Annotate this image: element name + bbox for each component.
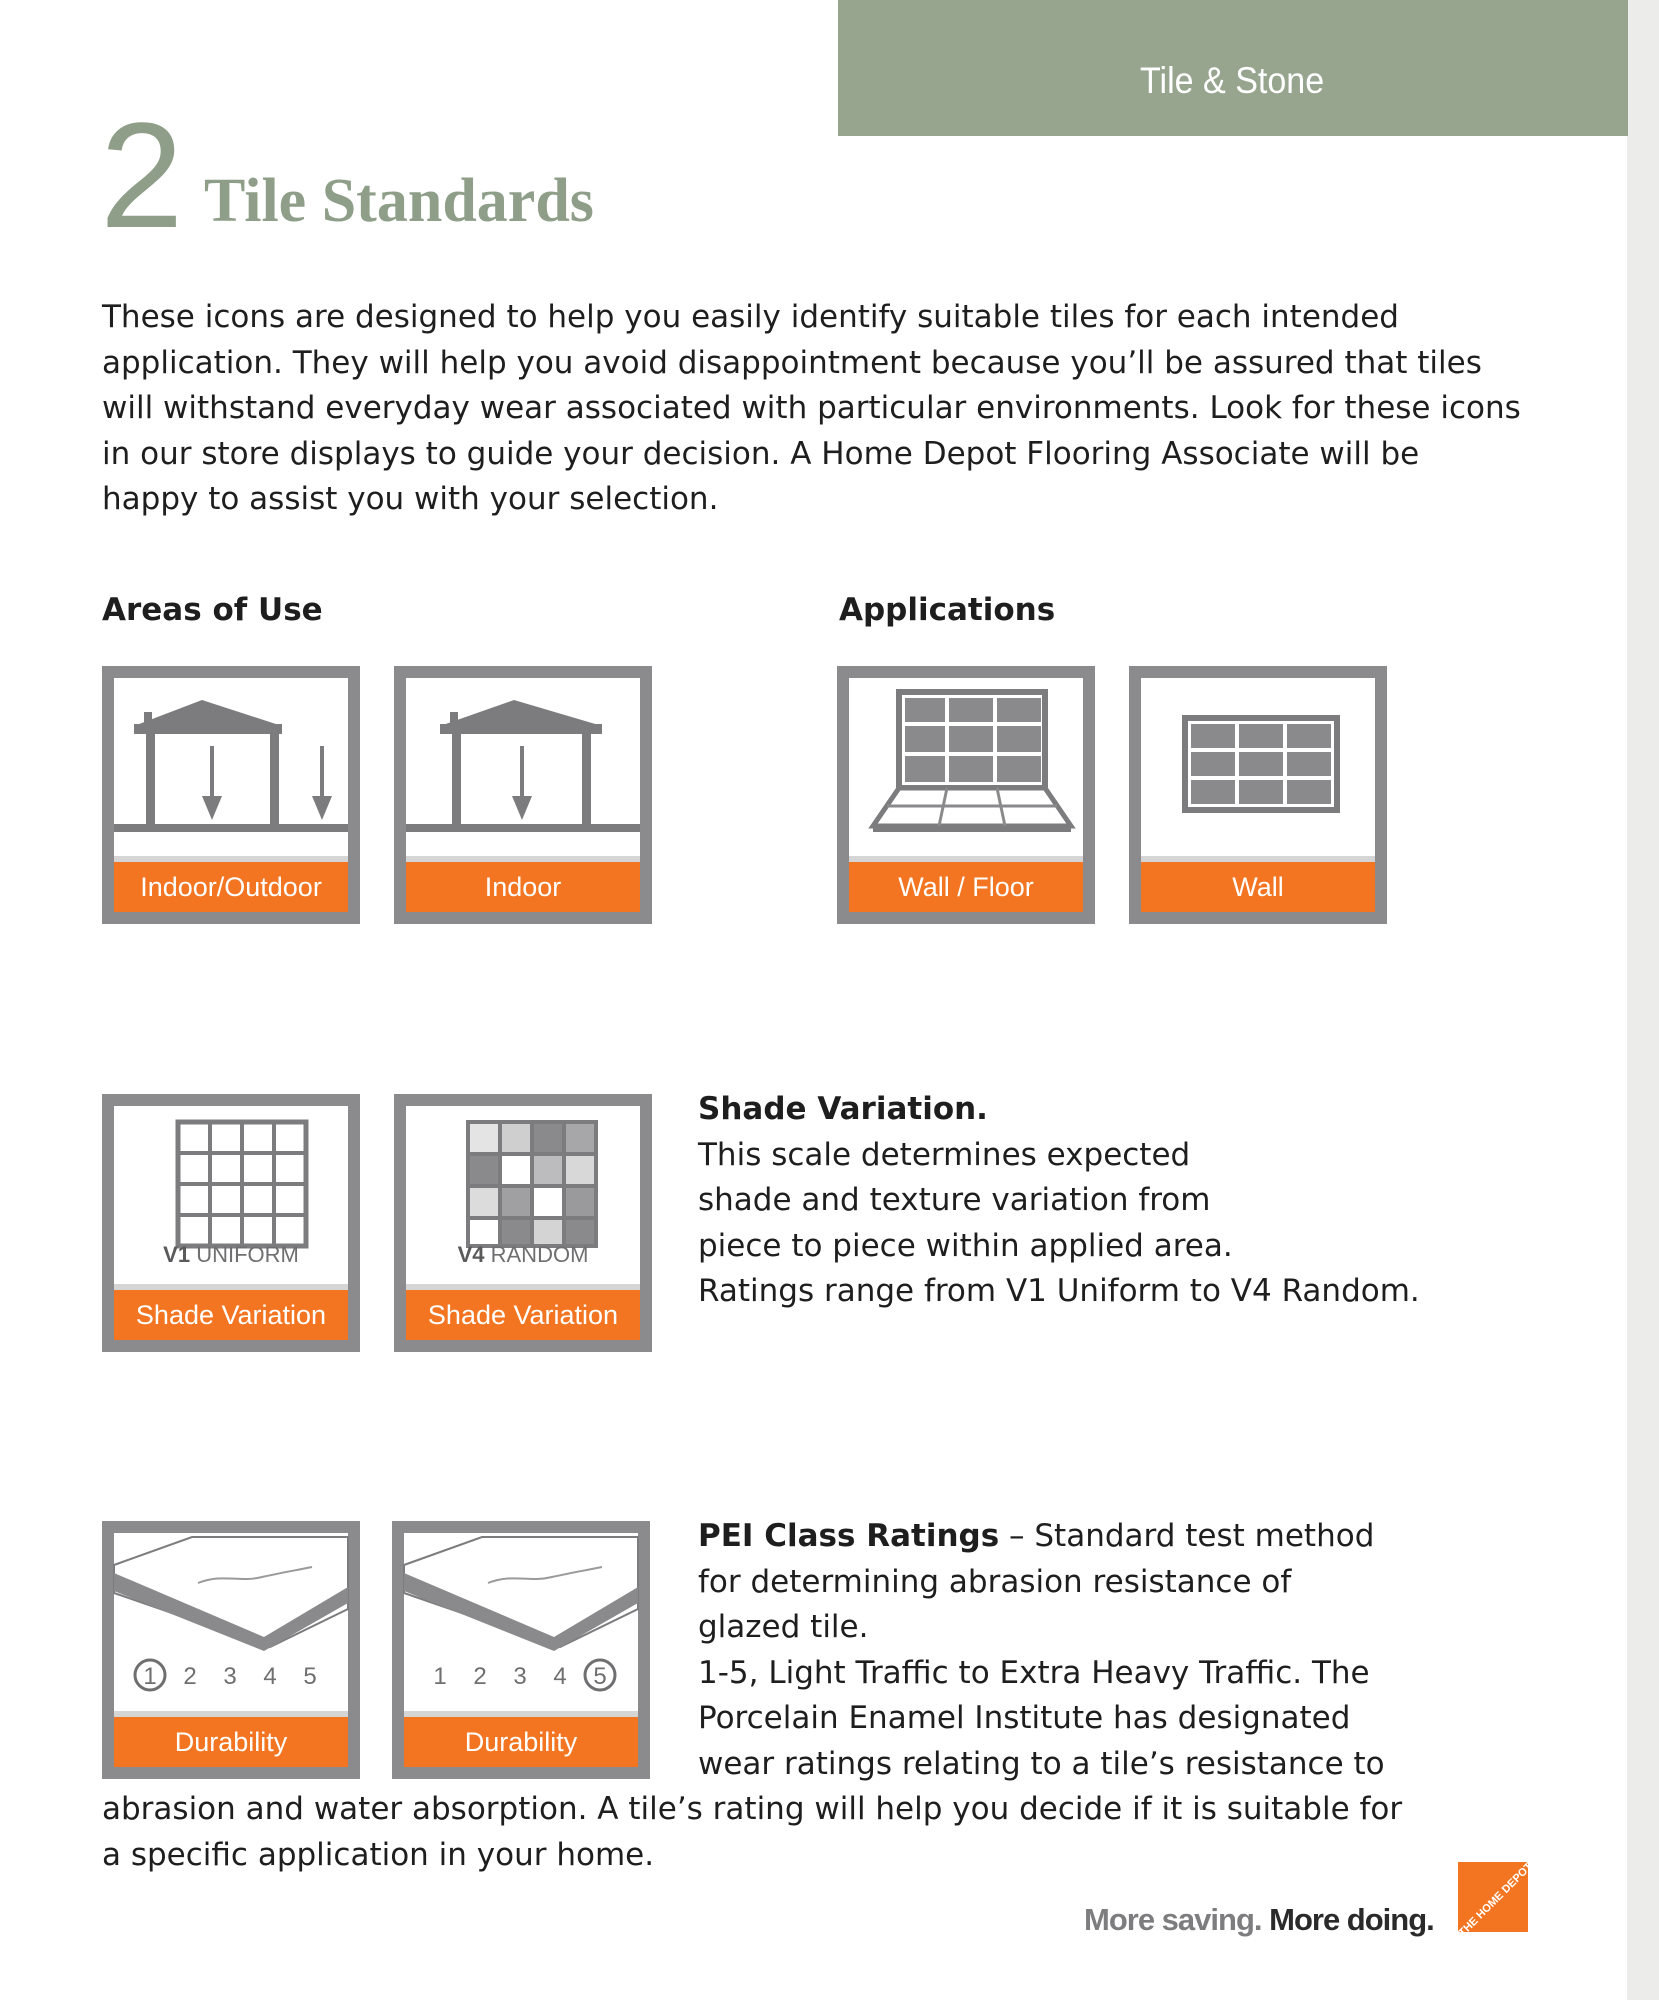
pei-tail-line: a specific application in your home. (102, 1836, 655, 1873)
shade-v1-caption (114, 1242, 348, 1268)
durability-5-scale-2: 2 (473, 1663, 487, 1690)
section-tab-label: Tile & Stone (1140, 60, 1325, 101)
indoor-label: Indoor (406, 856, 640, 912)
durability-1-card (102, 1521, 360, 1779)
areas-of-use-heading: Areas of Use (102, 592, 323, 628)
pei-line: glazed tile. (698, 1609, 869, 1645)
shade-variation-line: Ratings range from V1 Uniform to V4 Random. (698, 1273, 1420, 1309)
logo-text: THE HOME DEPOT (1456, 1860, 1536, 1940)
indoor-outdoor-card (102, 666, 360, 924)
durability-1-scale-3: 3 (223, 1663, 237, 1690)
shade-variation-line: This scale determines expected (698, 1136, 1191, 1173)
shade-variation-title: Shade Variation. (698, 1091, 988, 1127)
indoor-outdoor-label: Indoor/Outdoor (114, 856, 348, 912)
pei-title-line (698, 1514, 1518, 1560)
pei-line: 1-5, Light Traffic to Extra Heavy Traffic. The (698, 1654, 1370, 1691)
wall-floor-card (837, 666, 1095, 924)
shade-v4-card (394, 1094, 652, 1352)
pei-line: Porcelain Enamel Institute has designated (698, 1700, 1351, 1736)
durability-1-scale-4: 4 (263, 1663, 277, 1690)
durability-5-scale-1: 1 (433, 1663, 447, 1690)
logo-mark (1456, 1860, 1536, 1940)
chapter-title: Tile Standards (204, 167, 594, 235)
indoor-card (394, 666, 652, 924)
shade-v4-rating-text: RANDOM (490, 1242, 589, 1267)
durability-5-card (392, 1521, 650, 1779)
durability-5-scale-5: 5 (593, 1663, 607, 1690)
pei-description (698, 1514, 1518, 1787)
pei-title-rest: – Standard test method (999, 1518, 1375, 1554)
applications-heading: Applications (839, 592, 1056, 628)
chapter-number: 2 (100, 91, 184, 259)
wall-card (1129, 666, 1387, 924)
shade-v4-rating: V4 (457, 1242, 485, 1267)
page-edge-strip (1627, 0, 1659, 2000)
shade-variation-description (698, 1087, 1518, 1315)
durability-1-label: Durability (114, 1711, 348, 1767)
tagline-part2: More doing. (1269, 1902, 1434, 1937)
footer-tagline (1084, 1902, 1434, 1938)
shade-v4-caption (406, 1242, 640, 1268)
intro-text: These icons are designed to help you easily identify suitable tiles for each intended application. They will help you avoid disappointment because you’ll be assured that tiles will withstand everyday wear associated with particular environments. Look for these icons in our store displays to guide your decision. A Home Depot Flooring Associate will be happy to assist you with your selection. (102, 299, 1521, 517)
pei-description-tail (102, 1787, 1522, 1878)
durability-1-scale-2: 2 (183, 1663, 197, 1690)
home-depot-logo-icon (1456, 1860, 1536, 1940)
pei-line: wear ratings relating to a tile’s resistance to (698, 1745, 1385, 1782)
pei-title: PEI Class Ratings (698, 1518, 1000, 1554)
wall-floor-label: Wall / Floor (849, 856, 1083, 912)
pei-tail-line: abrasion and water absorption. A tile’s rating will help you decide if it is suitable for (102, 1791, 1403, 1827)
durability-5-scale-4: 4 (553, 1663, 567, 1690)
durability-1-scale-5: 5 (303, 1663, 317, 1690)
shade-v4-label: Shade Variation (406, 1284, 640, 1340)
shade-variation-line: shade and texture variation from (698, 1182, 1211, 1218)
durability-5-scale-3: 3 (513, 1663, 527, 1690)
shade-v1-rating: V1 (163, 1242, 191, 1267)
shade-v1-label: Shade Variation (114, 1284, 348, 1340)
shade-v1-rating-text: UNIFORM (196, 1242, 299, 1267)
durability-1-scale-1: 1 (143, 1663, 157, 1690)
intro-paragraph (102, 295, 1522, 523)
durability-5-label: Durability (404, 1711, 638, 1767)
shade-v1-card (102, 1094, 360, 1352)
pei-line: for determining abrasion resistance of (698, 1563, 1292, 1600)
tagline-part1: More saving. (1084, 1902, 1262, 1937)
shade-variation-line: piece to piece within applied area. (698, 1227, 1233, 1264)
wall-label: Wall (1141, 856, 1375, 912)
